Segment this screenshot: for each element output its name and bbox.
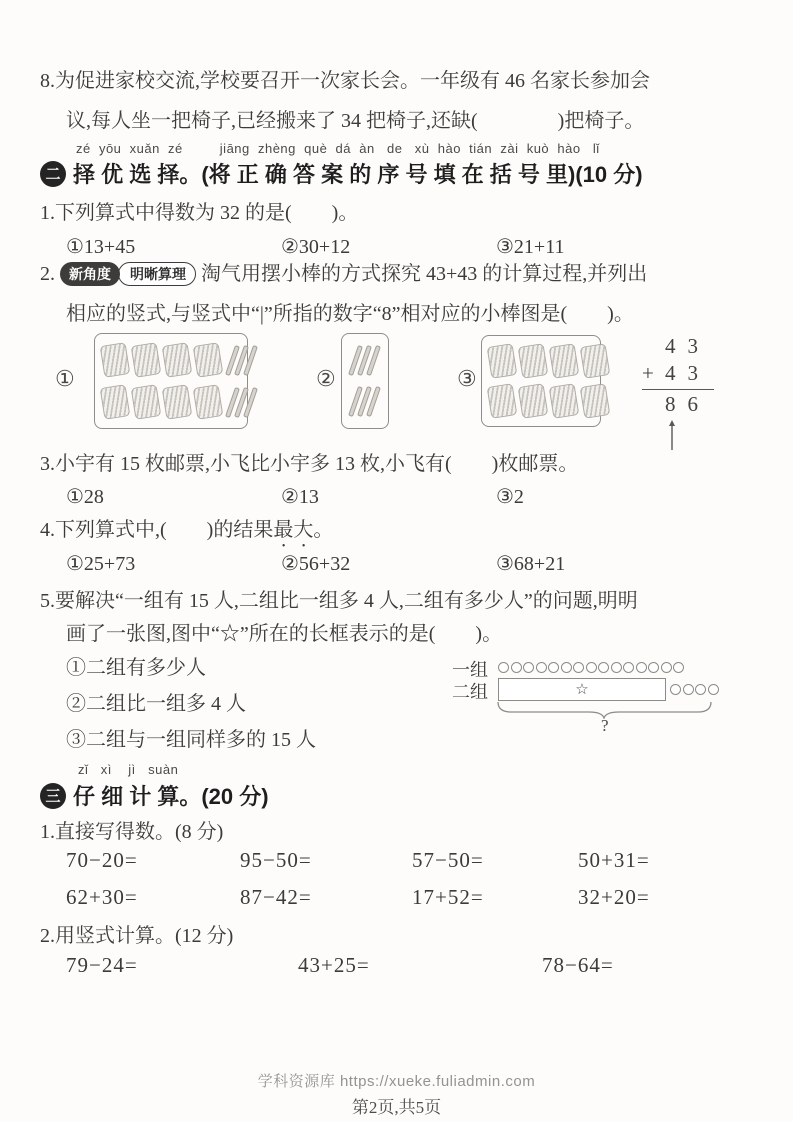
math-expression: 95−50= bbox=[240, 848, 312, 872]
stick-bundle-icon bbox=[487, 343, 518, 379]
section-3-header bbox=[40, 780, 269, 811]
vertical-calculation bbox=[642, 334, 718, 457]
stick-option-2-label: ② bbox=[316, 366, 336, 391]
option-item: ①25+73 bbox=[66, 553, 136, 575]
math-expression: 87−42= bbox=[240, 885, 312, 909]
counter-circle-icon bbox=[548, 662, 559, 673]
stick-bundle-icon bbox=[580, 383, 611, 419]
star-box bbox=[498, 678, 666, 701]
counter-circle-icon bbox=[561, 662, 572, 673]
counter-circle-icon bbox=[648, 662, 659, 673]
question-3-text: 3.小宇有 15 枚邮票,小飞比小宇多 13 枚,小飞有( )枚邮票。 bbox=[40, 453, 579, 475]
stick-option-1-label: ① bbox=[55, 366, 75, 391]
question-4-after: 。 bbox=[313, 519, 334, 541]
counter-circle-icon bbox=[598, 662, 609, 673]
section-2-pinyin: zé yōu xuǎn zé jiāng zhèng què dá àn de xù hào tián zài kuò hào lǐ bbox=[76, 141, 600, 156]
vertical-result: 86 bbox=[665, 392, 710, 416]
math-expression: 79−24= bbox=[66, 953, 138, 977]
section-2-header bbox=[40, 158, 643, 189]
counter-circle-icon bbox=[573, 662, 584, 673]
question-1-options bbox=[66, 234, 564, 259]
option-item: ②13 bbox=[281, 486, 319, 508]
star-icon: ☆ bbox=[575, 682, 589, 698]
counter-circle-icon bbox=[611, 662, 622, 673]
question-4-options bbox=[66, 551, 565, 576]
option-item: ③21+11 bbox=[496, 236, 565, 258]
section-2-title: 择 优 选 择。(将 正 确 答 案 的 序 号 填 在 括 号 里)(10 分) bbox=[73, 162, 643, 187]
calc-2-title: 2.用竖式计算。(12 分) bbox=[40, 925, 234, 947]
stick-diagram-option-3 bbox=[481, 335, 601, 427]
question-2-line2: 相应的竖式,与竖式中“|”所指的数字“8”相对应的小棒图是( )。 bbox=[66, 303, 634, 325]
question-5-line1: 5.要解决“一组有 15 人,二组比一组多 4 人,二组有多少人”的问题,明明 bbox=[40, 590, 638, 612]
stick-bundle-icon bbox=[518, 343, 549, 379]
counter-circle-icon bbox=[536, 662, 547, 673]
question-2-text1: 淘气用摆小棒的方式探究 43+43 的计算过程,并列出 bbox=[201, 263, 648, 285]
math-expression: 70−20= bbox=[66, 848, 138, 872]
stick-bundle-icon bbox=[100, 342, 131, 378]
stick-bundle-icon bbox=[162, 342, 193, 378]
section-3-number-icon: 三 bbox=[40, 783, 66, 809]
question-5-option-1: ①二组有多少人 bbox=[66, 657, 206, 679]
counter-circle-icon bbox=[695, 684, 706, 695]
plus-sign: + bbox=[642, 361, 654, 385]
counter-circle-icon bbox=[661, 662, 672, 673]
stick-bundle-icon bbox=[193, 384, 224, 420]
math-expression: 57−50= bbox=[412, 848, 484, 872]
group-1-circles bbox=[498, 662, 684, 673]
stick-diagram-option-2 bbox=[341, 333, 389, 429]
section-3-title: 仔 细 计 算。(20 分) bbox=[73, 784, 269, 809]
stick-bundle-icon bbox=[549, 343, 580, 379]
option-item: ③2 bbox=[496, 486, 524, 508]
option-item: ②30+12 bbox=[281, 236, 351, 258]
counter-circle-icon bbox=[523, 662, 534, 673]
stick-bundle-icon bbox=[100, 384, 131, 420]
group-1-label: 一组 bbox=[452, 660, 488, 680]
math-expression: 78−64= bbox=[542, 953, 614, 977]
stick-option-3-label: ③ bbox=[457, 366, 477, 391]
section-3-pinyin: zǐ xì jì suàn bbox=[78, 762, 179, 777]
footer-site-link: 学科资源库 https://xueke.fuliadmin.com bbox=[257, 1073, 536, 1090]
vertical-addend-2: 43 bbox=[665, 361, 710, 385]
question-2-number: 2. bbox=[40, 263, 55, 285]
stick-bundle-icon bbox=[193, 342, 224, 378]
calc-2-row bbox=[66, 953, 766, 978]
question-8-line1: 8.为促进家校交流,学校要召开一次家长会。一年级有 46 名家长参加会 bbox=[40, 70, 650, 92]
counter-circle-icon bbox=[511, 662, 522, 673]
counter-circle-icon bbox=[673, 662, 684, 673]
question-8-line2: 议,每人坐一把椅子,已经搬来了 34 把椅子,还缺( )把椅子。 bbox=[66, 110, 645, 132]
vertical-addend-1: 43 bbox=[665, 334, 710, 358]
calc-1-title: 1.直接写得数。(8 分) bbox=[40, 821, 224, 843]
option-item: ②56+32 bbox=[281, 553, 351, 575]
stick-bundle-icon bbox=[487, 383, 518, 419]
stick-bundle-icon bbox=[580, 343, 611, 379]
question-4-text bbox=[40, 515, 333, 552]
group-2-label: 二组 bbox=[452, 682, 488, 702]
calc-1-row-2 bbox=[66, 885, 766, 910]
clear-reasoning-badge: 明晰算理 bbox=[118, 262, 196, 286]
question-5-option-3: ③二组与一组同样多的 15 人 bbox=[66, 729, 316, 751]
group-2-extra-circles bbox=[670, 684, 719, 695]
question-4-emphasis: 最大 bbox=[273, 519, 314, 541]
vertical-calc-rule bbox=[642, 389, 714, 390]
question-4-before: 4.下列算式中,( )的结果 bbox=[40, 519, 274, 541]
math-expression: 43+25= bbox=[298, 953, 370, 977]
counter-circle-icon bbox=[586, 662, 597, 673]
up-arrow-icon bbox=[666, 419, 678, 451]
calc-1-row-1 bbox=[66, 848, 766, 873]
question-5-line2: 画了一张图,图中“☆”所在的长框表示的是( )。 bbox=[66, 623, 503, 645]
section-2-number-icon: 二 bbox=[40, 161, 66, 187]
new-angle-badge: 新角度 bbox=[60, 262, 120, 286]
stick-bundle-icon bbox=[131, 384, 162, 420]
stick-bundle-icon bbox=[549, 383, 580, 419]
math-expression: 32+20= bbox=[578, 885, 650, 909]
question-5-option-2: ②二组比一组多 4 人 bbox=[66, 693, 246, 715]
question-1-text: 1.下列算式中得数为 32 的是( )。 bbox=[40, 202, 359, 224]
counter-circle-icon bbox=[498, 662, 509, 673]
counter-circle-icon bbox=[636, 662, 647, 673]
math-expression: 17+52= bbox=[412, 885, 484, 909]
counter-circle-icon bbox=[623, 662, 634, 673]
footer-page-number: 第2页,共5页 bbox=[351, 1098, 442, 1117]
question-mark: ? bbox=[601, 716, 609, 735]
option-item: ①13+45 bbox=[66, 236, 136, 258]
question-2-line1 bbox=[40, 259, 647, 289]
math-expression: 50+31= bbox=[578, 848, 650, 872]
counter-circle-icon bbox=[683, 684, 694, 695]
stick-bundle-icon bbox=[162, 384, 193, 420]
stick-bundle-icon bbox=[131, 342, 162, 378]
counter-circle-icon bbox=[708, 684, 719, 695]
option-item: ③68+21 bbox=[496, 553, 566, 575]
counter-circle-icon bbox=[670, 684, 681, 695]
math-expression: 62+30= bbox=[66, 885, 138, 909]
stick-diagram-option-1 bbox=[94, 333, 248, 429]
stick-bundle-icon bbox=[518, 383, 549, 419]
option-item: ①28 bbox=[66, 486, 104, 508]
question-3-options bbox=[66, 484, 524, 509]
